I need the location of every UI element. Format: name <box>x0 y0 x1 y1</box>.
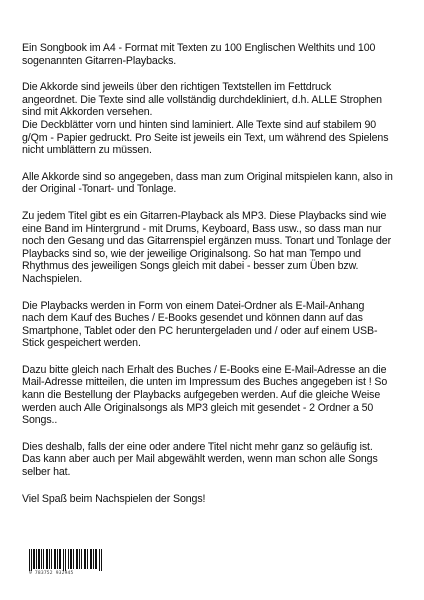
paragraph-closing: Viel Spaß beim Nachspielen der Songs! <box>22 492 206 505</box>
paragraph-opt-out: Dies deshalb, falls der eine oder andere Titel nicht mehr ganz so geläufig ist. Das kann aber auch per Mail abgewählt werden, wenn man schon alle Songs selber hat. <box>22 440 378 479</box>
paragraph-email-instructions: Dazu bitte gleich nach Erhalt des Buches / E-Books eine E-Mail-Adresse an die Mail-Adresse mitteilen, die unten im Impressum des Buches angegeben ist ! So kann die Bestellung der Playbacks aufgegeben werden. Auf die gleiche Weise werden auch Alle Originalsongs als MP3 gleich mit gesendet - 2 Ordner a 50 Songs.. <box>22 363 388 427</box>
paragraph-playback-description: Zu jedem Titel gibt es ein Gitarren-Playback als MP3. Diese Playbacks sind wie eine Band im Hintergrund - mit Drums, Keyboard, Bass usw., so dass man nur noch den Gesang und das Gitarrenspiel ergänzen muss. Tonart und Tonlage der Playbacks sind so, wie der jeweilige Originalsong. So hat man Tempo und Rhythmus des jeweiligen Songs gleich mit dabei - besser zum Üben bzw. Nachspielen. <box>22 209 392 285</box>
isbn-barcode <box>29 549 103 571</box>
paragraph-original-key: Alle Akkorde sind so angegeben, dass man zum Original mitspielen kann, also in der Original -Tonart- und Tonlage. <box>22 170 393 196</box>
blurb-text-block <box>22 42 410 519</box>
paragraph-intro: Ein Songbook im A4 - Format mit Texten zu 100 Englischen Welthits und 100 sogenannten Gitarren-Playbacks. <box>22 42 376 67</box>
paragraph-playback-delivery: Die Playbacks werden in Form von einem Datei-Ordner als E-Mail-Anhang nach dem Kauf des Buches / E-Books gesendet und können dann auf das Smartphone, Tablet oder den PC heruntergeladen und / oder auf einem USB- Stick gespeichert werden. <box>22 299 378 350</box>
paragraph-chords-layout: Die Akkorde sind jeweils über den richtigen Textstellen im Fettdruck angeordnet. Die Texte sind alle vollständig durchdekliniert, d.h. ALLE Strophen sind mit Akkorden versehen. Die Deckblätter vorn und hinten sind laminiert. Alle Texte sind auf stabilem 90 g/Qm - Papier gedruckt. Pro Seite ist jeweils ein Text, um während des Spielens nicht umblättern zu müssen. <box>22 81 389 157</box>
barcode-bars <box>29 549 102 571</box>
barcode-digits: 9 783752 932945 <box>29 571 74 576</box>
